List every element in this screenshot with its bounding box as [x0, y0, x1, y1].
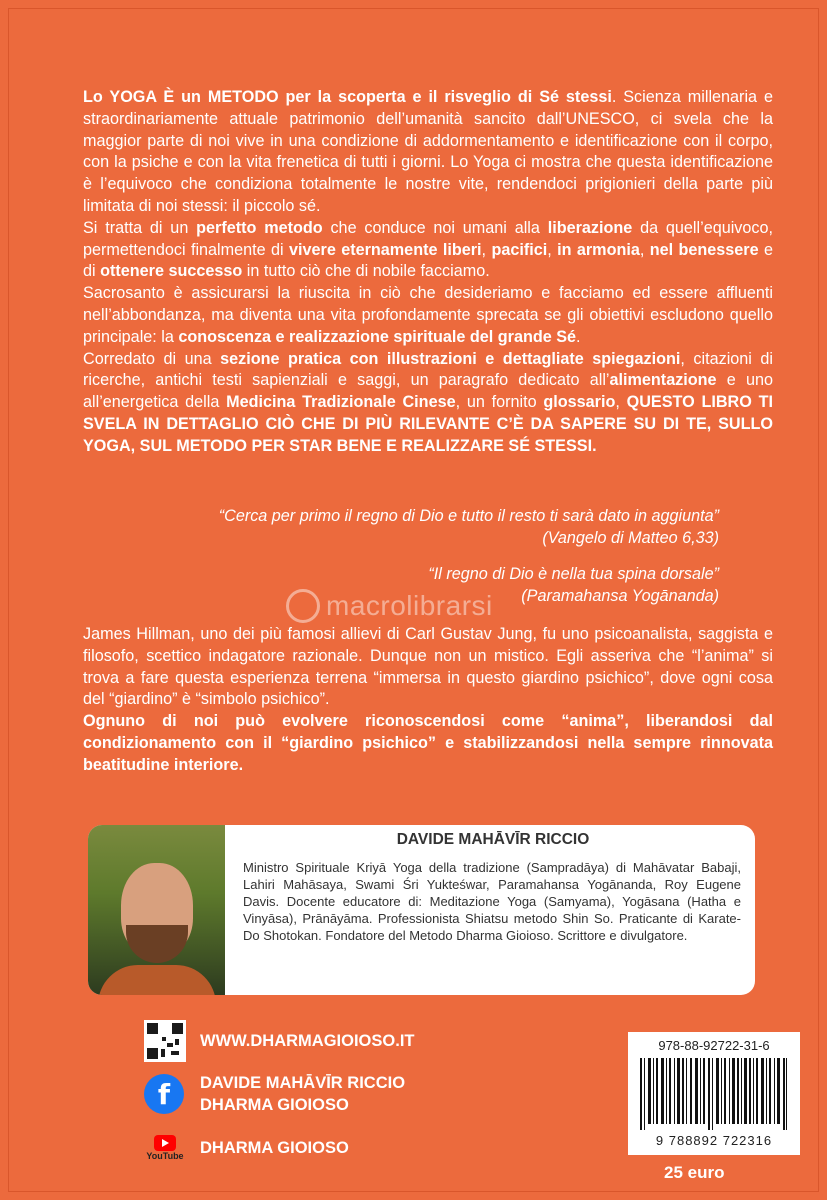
bold-span: glossario	[543, 393, 616, 412]
facebook-row[interactable]	[144, 1066, 414, 1122]
text-span: , citazioni di ricerche, antichi testi sapienziali e saggi, un paragrafo dedicato all’	[83, 349, 774, 390]
bold-span: QUESTO LIBRO TI SVELA IN DETTAGLIO CIÒ CHE DI PIÙ RILEVANTE C’È DA SAPERE SU DI TE, SULLO YOGA, SUL METODO PER STAR BENE E REALIZZARE SÉ STESSI.	[83, 393, 773, 455]
facebook-name[interactable]: DAVIDE MAHĀVĪR RICCIO	[200, 1074, 406, 1092]
intro-paragraph-4	[83, 349, 773, 458]
facebook-icon-glyph: f	[157, 1077, 171, 1111]
bold-span: Medicina Tradizionale Cinese	[226, 393, 456, 412]
intro-paragraph-2	[83, 218, 773, 283]
text-span: che conduce noi umani alla	[322, 218, 548, 237]
quote-matteo	[219, 506, 719, 550]
watermark	[286, 586, 493, 626]
quote-text: “Il regno di Dio è nella tua spina dorsale”	[428, 565, 719, 583]
intro-headline: Lo YOGA È un METODO per la scoperta e il risveglio di Sé stessi	[83, 88, 612, 106]
author-name: DAVIDE MAHĀVĪR RICCIO	[396, 831, 590, 848]
text-span: da quell’equivoco, permettendoci finalmente di	[83, 218, 773, 259]
intro-paragraph-1	[83, 87, 773, 218]
text-span: .	[576, 327, 581, 346]
hillman-paragraph-1: James Hillman, uno dei più famosi allievi di Carl Gustav Jung, fu uno psicoanalista, saggista e filosofo, scettico indagatore razionale. Dunque non un mistico. Egli asseriva che “l’anima” si trova a fare questa esperienza terrena “immersa in questo giardino psichico”, dove ogni cosa del “giardino” è “simbolo psichico”.	[83, 625, 773, 709]
watermark-text: macrolibrarsi	[326, 590, 493, 621]
author-photo	[88, 825, 225, 995]
photo-beard	[126, 925, 188, 963]
watermark-logo-icon	[286, 589, 320, 623]
quote-source: (Paramahansa Yogānanda)	[521, 586, 719, 605]
text-span: ,	[481, 240, 492, 259]
isbn-text: 978-88-92722-31-6	[658, 1038, 770, 1053]
text-span: in tutto ciò che di nobile facciamo.	[242, 262, 490, 281]
facebook-labels	[200, 1072, 405, 1116]
youtube-icon[interactable]	[144, 1135, 186, 1161]
youtube-play-icon	[154, 1135, 176, 1151]
price-label: 25 euro	[664, 1163, 725, 1182]
bold-span: pacifici	[491, 240, 548, 259]
hillman-text	[83, 624, 773, 777]
text-span: ,	[615, 393, 627, 412]
text-span: e uno all’energetica della	[83, 371, 773, 412]
qr-code-icon[interactable]	[144, 1020, 186, 1062]
facebook-icon[interactable]	[144, 1074, 184, 1114]
barcode-bars-icon	[640, 1058, 788, 1130]
youtube-channel[interactable]: DHARMA GIOIOSO	[200, 1138, 349, 1157]
bold-span: vivere eternamente liberi	[289, 240, 482, 259]
text-span: ,	[547, 240, 558, 259]
bold-span: conoscenza e realizzazione spirituale del grande Sé	[178, 327, 577, 346]
photo-shirt	[98, 965, 216, 995]
text-span: e di	[83, 240, 774, 281]
text-span: Corredato di una	[83, 349, 221, 368]
back-cover	[8, 8, 819, 1192]
text-span: Sacrosanto è assicurarsi la riuscita in ciò che desideriamo e facciamo ed essere affluenti nell’abbondanza, ma diventa una vita profondamente sprecata se gli obiettivi escludono quello principale: la	[83, 284, 773, 346]
bold-span: alimentazione	[609, 371, 717, 390]
author-box	[88, 825, 755, 995]
intro-body: . Scienza millenaria e straordinariamente attuale patrimonio dell’umanità sancito dall’UNESCO, ci svela che la maggior parte di noi vive in una condizione di addormentamento e identificazione con il corpo, con la psiche e con la vita frenetica di tutti i giorni. Lo Yoga ci mostra che questa identificazione è l’equivoco che condiziona totalmente le nostre vite, rendendoci prigionieri della parte più limitata di noi stessi: il piccolo sé.	[83, 88, 773, 215]
text-span: ,	[639, 240, 650, 259]
website-link[interactable]: WWW.DHARMAGIOIOSO.IT	[200, 1031, 415, 1050]
contacts	[144, 1018, 414, 1170]
author-bio: Ministro Spirituale Kriyā Yoga della tradizione (Sampradāya) di Mahāvatar Babaji, Lahiri Mahāsaya, Swami Śri Yukteśwar, Paramahansa Yogānanda, Roy Eugene Davis. Docente educatore di: Meditazione Yoga (Samyama), Yogāsana (Hatha e Vinyāsa), Prānāyāma. Professionista Shiatsu metodo Shin So. Praticante di Karate-Do Shotokan. Fondatore del Metodo Dharma Gioioso. Scrittore e divulgatore.	[243, 860, 741, 943]
description-text	[83, 87, 773, 458]
barcode	[628, 1032, 800, 1155]
text-span: , un fornito	[455, 393, 544, 412]
bold-span: liberazione	[547, 218, 633, 237]
bold-span: sezione pratica con illustrazioni e dettagliate spiegazioni	[220, 349, 681, 368]
bold-span: perfetto metodo	[196, 218, 323, 237]
intro-paragraph-3	[83, 283, 773, 348]
hillman-paragraph-2: Ognuno di noi può evolvere riconoscendosi come “anima”, liberandosi dal condizionamento con il “giardino psichico” e stabilizzandosi nella sempre rinnovata beatitudine interiore.	[83, 712, 773, 774]
bold-span: in armonia	[557, 240, 640, 259]
quote-text: “Cerca per primo il regno di Dio e tutto il resto ti sarà dato in aggiunta”	[218, 507, 719, 525]
youtube-row[interactable]	[144, 1126, 414, 1170]
quote-source: (Vangelo di Matteo 6,33)	[542, 528, 719, 547]
youtube-label: YouTube	[146, 1151, 184, 1161]
facebook-page[interactable]: DHARMA GIOIOSO	[200, 1096, 349, 1114]
website-row[interactable]	[144, 1018, 414, 1064]
text-span: Si tratta di un	[83, 218, 197, 237]
ean-digits: 9 788892 722316	[655, 1133, 773, 1148]
bold-span: ottenere successo	[100, 262, 243, 281]
bold-span: nel benessere	[649, 240, 759, 259]
